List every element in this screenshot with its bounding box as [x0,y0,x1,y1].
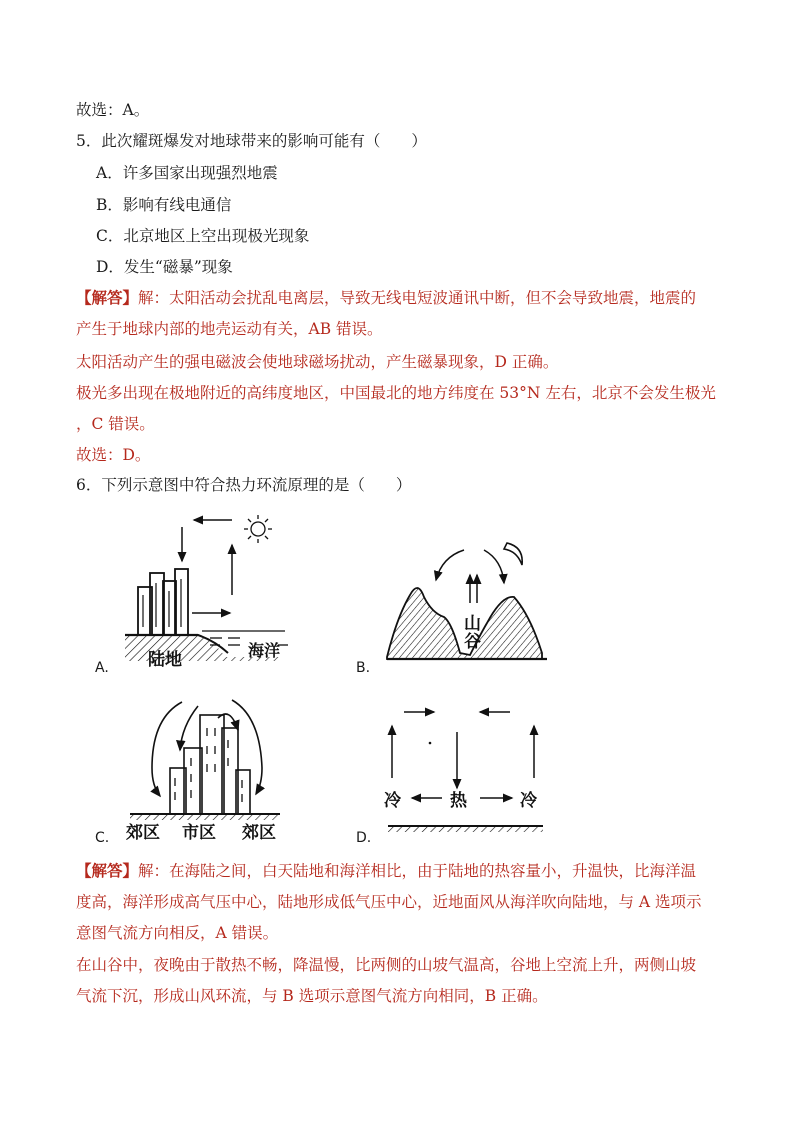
q5-option-c: C．北京地区上空出现极光现象 [96,227,310,245]
figure-b-option-label: B. [356,660,371,676]
q5-option-a: A．许多国家出现强烈地震 [96,164,278,182]
valley-label-bottom: 谷 [464,632,481,652]
q5-answer-line-4: 极光多出现在极地附近的高纬度地区，中国最北的地方纬度在 53°N 左右，北京不会发生极光 [76,384,716,402]
q6-answer-line-4: 在山谷中，夜晚由于散热不畅，降温慢，比两侧的山坡气温高，谷地上空流上升，两侧山坡 [76,956,697,974]
q5-option-b: B．影响有线电通信 [96,196,232,214]
hot-label: 热 [450,791,467,811]
hot-cold-diagram [352,698,552,850]
q5-answer-text-1: 解：太阳活动会扰乱电离层，导致无线电短波通讯中断，但不会导致地震，地震的 [138,289,697,307]
q6-answer-line-3: 意图气流方向相反，A 错误。 [76,924,279,942]
sea-label: 海洋 [248,641,281,660]
cold-right-label: 冷 [520,791,537,811]
land-sea-diagram [90,505,300,680]
q6-answer-line-5: 气流下沉，形成山风环流，与 B 选项示意图气流方向相同，B 正确。 [76,987,548,1005]
figure-c-city [90,688,300,850]
q5-answer-line-5: ，C 错误。 [76,415,155,433]
figure-b-valley [352,535,552,680]
q5-answer-line-1 [76,288,696,308]
moon-icon [504,543,522,565]
answer-tag: 【解答】 [76,861,139,880]
answer-tag: 【解答】 [76,288,139,307]
q5-answer-line-2: 产生于地球内部的地壳运动有关，AB 错误。 [76,320,383,338]
answer-choice-line: 故选：A。 [76,101,150,119]
sun-icon [244,515,272,543]
figure-d-option-label: D. [356,830,372,846]
figure-a-land-sea [90,505,300,680]
figure-c-option-label: C. [95,830,110,846]
q6-answer-text-1: 解：在海陆之间，白天陆地和海洋相比，由于陆地的热容量小，升温快，比海洋温 [138,862,697,880]
figure-a-option-label: A. [95,660,109,676]
valley-label-top: 山 [464,614,481,634]
valley-diagram [352,535,552,680]
q6-answer-line-2: 度高，海洋形成高气压中心，陆地形成低气压中心，近地面风从海洋吹向陆地，与 A 选项示 [76,893,702,911]
figure-d-hot-cold [352,698,552,850]
question-6: 6．下列示意图中符合热力环流原理的是（ ） [76,476,412,494]
suburb-right-label: 郊区 [242,823,276,843]
city-label: 市区 [182,823,216,843]
land-label: 陆地 [148,650,182,670]
q5-answer-line-3: 太阳活动产生的强电磁波会使地球磁场扰动，产生磁暴现象，D 正确。 [76,353,559,371]
city-diagram [90,688,300,850]
question-5: 5．此次耀斑爆发对地球带来的影响可能有（ ） [76,132,427,150]
cold-left-label: 冷 [384,791,401,811]
q5-answer-choice: 故选：D。 [76,446,151,464]
q6-answer-line-1 [76,861,696,881]
q5-option-d: D．发生“磁暴”现象 [96,258,233,276]
suburb-left-label: 郊区 [126,823,160,843]
